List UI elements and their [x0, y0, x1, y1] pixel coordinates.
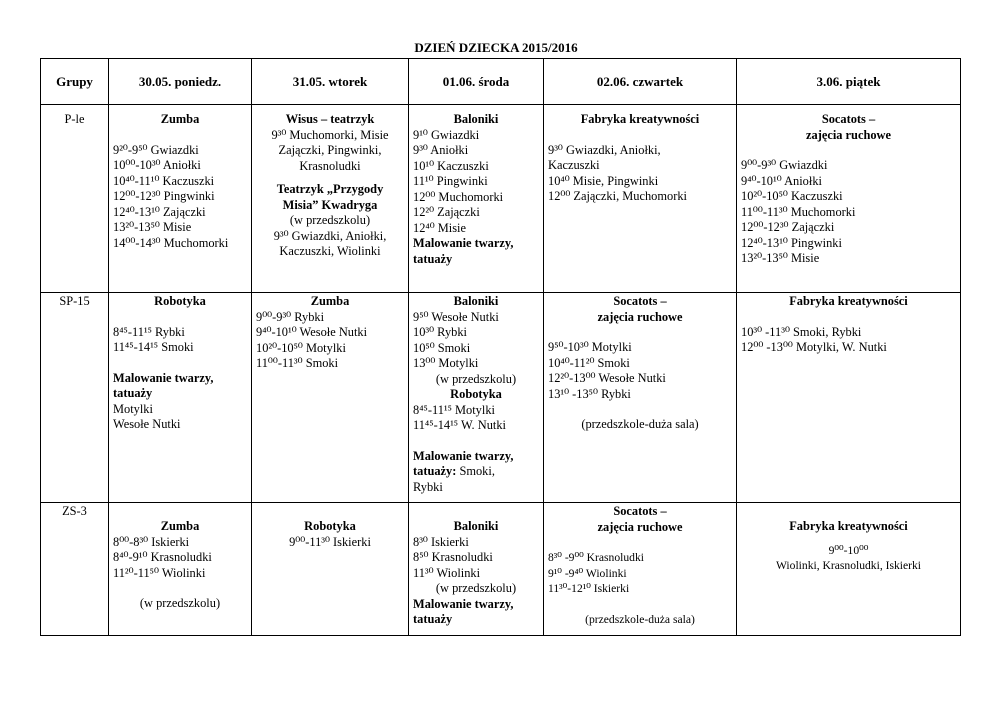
- activity-title: zajęcia ruchowe: [597, 309, 683, 324]
- activity-title: Wisus – teatrzyk: [285, 112, 375, 126]
- schedule-line: 9³⁰ Gwiazdki, Aniołki,: [273, 228, 387, 243]
- schedule-line: (w przedszkolu): [289, 213, 371, 227]
- schedule-line: 12⁰⁰-12³⁰ Pingwinki: [113, 189, 215, 203]
- schedule-line: 8³⁰ -9⁰⁰ Krasnoludki: [548, 551, 644, 564]
- schedule-line: 13⁰⁰ Motylki: [413, 356, 479, 370]
- schedule-line: 8⁴⁵-11¹⁵ Rybki: [113, 324, 185, 339]
- schedule-line: 13²⁰-13⁵⁰ Misie: [113, 220, 192, 234]
- schedule-line: 12⁴⁰ Misie: [413, 220, 466, 235]
- schedule-line: 12⁴⁰-13¹⁰ Pingwinki: [741, 235, 842, 250]
- schedule-line: 10³⁰ -11³⁰ Smoki, Rybki: [741, 324, 862, 339]
- header-friday: 3.06. piątek: [737, 59, 961, 105]
- schedule-line: 10²⁰-10⁵⁰ Kaczuszki: [741, 189, 843, 203]
- activity-title: Socatots –: [613, 294, 667, 308]
- activity-title: Malowanie twarzy,: [413, 596, 514, 611]
- schedule-cell: [544, 503, 737, 636]
- schedule-line: Wiolinki, Krasnoludki, Iskierki: [775, 559, 922, 572]
- activity-title: Zumba: [160, 112, 200, 126]
- activity-title: Baloniki: [453, 519, 499, 533]
- table-row: [41, 503, 961, 636]
- schedule-cell: [252, 503, 409, 636]
- schedule-line: 9⁴⁰-10¹⁰ Wesołe Nutki: [256, 325, 368, 339]
- schedule-line: 12²⁰ Zajączki: [413, 205, 480, 219]
- activity-title: Teatrzyk „Przygody: [276, 182, 384, 196]
- activity-title: Malowanie twarzy,: [113, 370, 214, 385]
- activity-title: Malowanie twarzy,: [413, 448, 514, 463]
- schedule-cell: [252, 293, 409, 503]
- schedule-line: 11²⁰-11⁵⁰ Wiolinki: [113, 565, 206, 580]
- schedule-line: 9⁵⁰ Wesołe Nutki: [413, 309, 499, 324]
- schedule-cell: [544, 105, 737, 293]
- schedule-line: Kaczuszki: [548, 158, 600, 172]
- activity-title: Socatots –: [821, 112, 876, 126]
- schedule-line: 9¹⁰ -9⁴⁰ Wiolinki: [548, 566, 627, 580]
- activity-title: tatuaży:: [413, 464, 457, 478]
- schedule-line: 10³⁰ Rybki: [413, 325, 467, 339]
- schedule-line: 12⁰⁰-12³⁰ Zajączki: [741, 220, 835, 234]
- activity-title: Fabryka kreatywności: [580, 112, 700, 126]
- activity-title: Zumba: [310, 294, 350, 308]
- header-wednesday: 01.06. środa: [409, 59, 544, 105]
- schedule-line: 13¹⁰ -13⁵⁰ Rybki: [548, 386, 631, 401]
- activity-title: tatuaży: [113, 386, 153, 400]
- schedule-line: 12⁰⁰ Zajączki, Muchomorki: [548, 189, 687, 203]
- schedule-line: 9³⁰ Gwiazdki, Aniołki,: [548, 142, 661, 157]
- schedule-line: 10⁰⁰-10³⁰ Aniołki: [113, 158, 201, 172]
- schedule-line: 10⁴⁰-11²⁰ Smoki: [548, 355, 630, 370]
- header-monday: 30.05. poniedz.: [109, 59, 252, 105]
- group-label: P-le: [41, 105, 109, 293]
- activity-title: Fabryka kreatywności: [789, 519, 908, 533]
- schedule-line: Krasnoludki: [299, 158, 361, 173]
- schedule-cell: [737, 503, 961, 636]
- header-groups: Grupy: [41, 59, 109, 105]
- schedule-table: [40, 58, 961, 636]
- header-thursday: 02.06. czwartek: [544, 59, 737, 105]
- activity-title: Socatots –: [613, 504, 667, 518]
- schedule-note: (w przedszkolu): [435, 581, 517, 595]
- schedule-line: 8⁰⁰-8³⁰ Iskierki: [113, 534, 190, 549]
- schedule-line: Motylki: [113, 401, 153, 416]
- schedule-line: 13²⁰-13⁵⁰ Misie: [741, 251, 820, 265]
- table-row: [41, 105, 961, 293]
- schedule-note: (przedszkole-duża sala): [581, 417, 699, 431]
- schedule-cell: [109, 503, 252, 636]
- schedule-line: (w przedszkolu): [435, 371, 517, 386]
- schedule-line: 11⁰⁰-11³⁰ Muchomorki: [741, 204, 856, 219]
- activity-title: Malowanie twarzy,: [413, 236, 514, 250]
- schedule-line: 9⁰⁰-9³⁰ Gwiazdki: [741, 158, 828, 172]
- schedule-line: 10⁴⁰-11¹⁰ Kaczuszki: [113, 173, 215, 188]
- schedule-cell: [544, 293, 737, 503]
- schedule-line: 12⁰⁰ Muchomorki: [413, 189, 504, 204]
- activity-title: Baloniki: [453, 294, 499, 308]
- activity-title: Zumba: [160, 519, 200, 533]
- schedule-line: Rybki: [413, 479, 443, 494]
- schedule-line: 12⁰⁰ -13⁰⁰ Motylki, W. Nutki: [741, 340, 887, 354]
- schedule-line: 10⁵⁰ Smoki: [413, 340, 471, 355]
- schedule-line: 11³⁰-12¹⁰ Iskierki: [548, 582, 630, 595]
- schedule-line: 12²⁰-13⁰⁰ Wesołe Nutki: [548, 371, 666, 385]
- schedule-cell: [409, 503, 544, 636]
- activity-title: Fabryka kreatywności: [789, 294, 908, 308]
- schedule-line: 11⁴⁵-14¹⁵ W. Nutki: [413, 418, 506, 432]
- header-tuesday: 31.05. wtorek: [252, 59, 409, 105]
- schedule-cell: [409, 293, 544, 503]
- schedule-line: 9¹⁰ Gwiazdki: [413, 127, 480, 142]
- schedule-line: 14⁰⁰-14³⁰ Muchomorki: [113, 235, 229, 250]
- schedule-cell: [252, 105, 409, 293]
- schedule-line: 8³⁰ Iskierki: [413, 534, 469, 549]
- table-row: [41, 293, 961, 503]
- activity-title: Robotyka: [450, 387, 502, 401]
- schedule-line: Smoki,: [456, 464, 495, 478]
- schedule-cell: [737, 293, 961, 503]
- schedule-line: 9⁰⁰-10⁰⁰: [828, 543, 869, 557]
- schedule-line: 9⁰⁰-11³⁰ Iskierki: [289, 534, 371, 549]
- activity-title: Misia” Kwadryga: [282, 197, 378, 212]
- document-title: DZIEŃ DZIECKA 2015/2016: [414, 40, 578, 55]
- group-label: ZS-3: [41, 503, 109, 636]
- schedule-line: 11⁰⁰-11³⁰ Smoki: [256, 356, 339, 370]
- schedule-line: 9³⁰ Aniołki: [413, 143, 469, 157]
- schedule-line: 9²⁰-9⁵⁰ Gwiazdki: [113, 142, 199, 157]
- schedule-line: Wesołe Nutki: [113, 417, 181, 431]
- group-label: SP-15: [41, 293, 109, 503]
- schedule-line: 11¹⁰ Pingwinki: [413, 174, 488, 188]
- schedule-line: 9⁵⁰-10³⁰ Motylki: [548, 340, 632, 354]
- schedule-line: 9⁴⁰-10¹⁰ Aniołki: [741, 173, 822, 188]
- schedule-cell: [109, 293, 252, 503]
- schedule-line: 8⁴⁵-11¹⁵ Motylki: [413, 402, 495, 417]
- schedule-line: Zajączki, Pingwinki,: [278, 143, 382, 157]
- schedule-line: 10²⁰-10⁵⁰ Motylki: [256, 340, 346, 355]
- activity-title: Robotyka: [304, 519, 356, 533]
- schedule-line: Kaczuszki, Wiolinki: [279, 244, 381, 258]
- activity-title: zajęcia ruchowe: [597, 519, 683, 534]
- activity-title: Baloniki: [453, 112, 499, 126]
- schedule-line: 10⁴⁰ Misie, Pingwinki: [548, 173, 659, 188]
- schedule-line: 11³⁰ Wiolinki: [413, 565, 481, 580]
- schedule-line: 12⁴⁰-13¹⁰ Zajączki: [113, 204, 206, 219]
- schedule-line: 8⁵⁰ Krasnoludki: [413, 550, 493, 564]
- schedule-line: 11⁴⁵-14¹⁵ Smoki: [113, 340, 194, 354]
- schedule-note: (w przedszkolu): [139, 596, 221, 610]
- schedule-line: 9³⁰ Muchomorki, Misie: [271, 127, 389, 142]
- schedule-cell: [109, 105, 252, 293]
- activity-title: Robotyka: [154, 294, 206, 308]
- schedule-line: 9⁰⁰-9³⁰ Rybki: [256, 309, 325, 324]
- activity-title: tatuaży: [413, 612, 453, 626]
- schedule-cell: [737, 105, 961, 293]
- schedule-cell: [409, 105, 544, 293]
- activity-title: zajęcia ruchowe: [806, 127, 891, 142]
- activity-title: tatuaży: [413, 251, 453, 266]
- schedule-line: 10¹⁰ Kaczuszki: [413, 158, 489, 173]
- schedule-line: 8⁴⁰-9¹⁰ Krasnoludki: [113, 550, 212, 564]
- schedule-note: (przedszkole-duża sala): [585, 612, 695, 626]
- header-row: [41, 59, 961, 105]
